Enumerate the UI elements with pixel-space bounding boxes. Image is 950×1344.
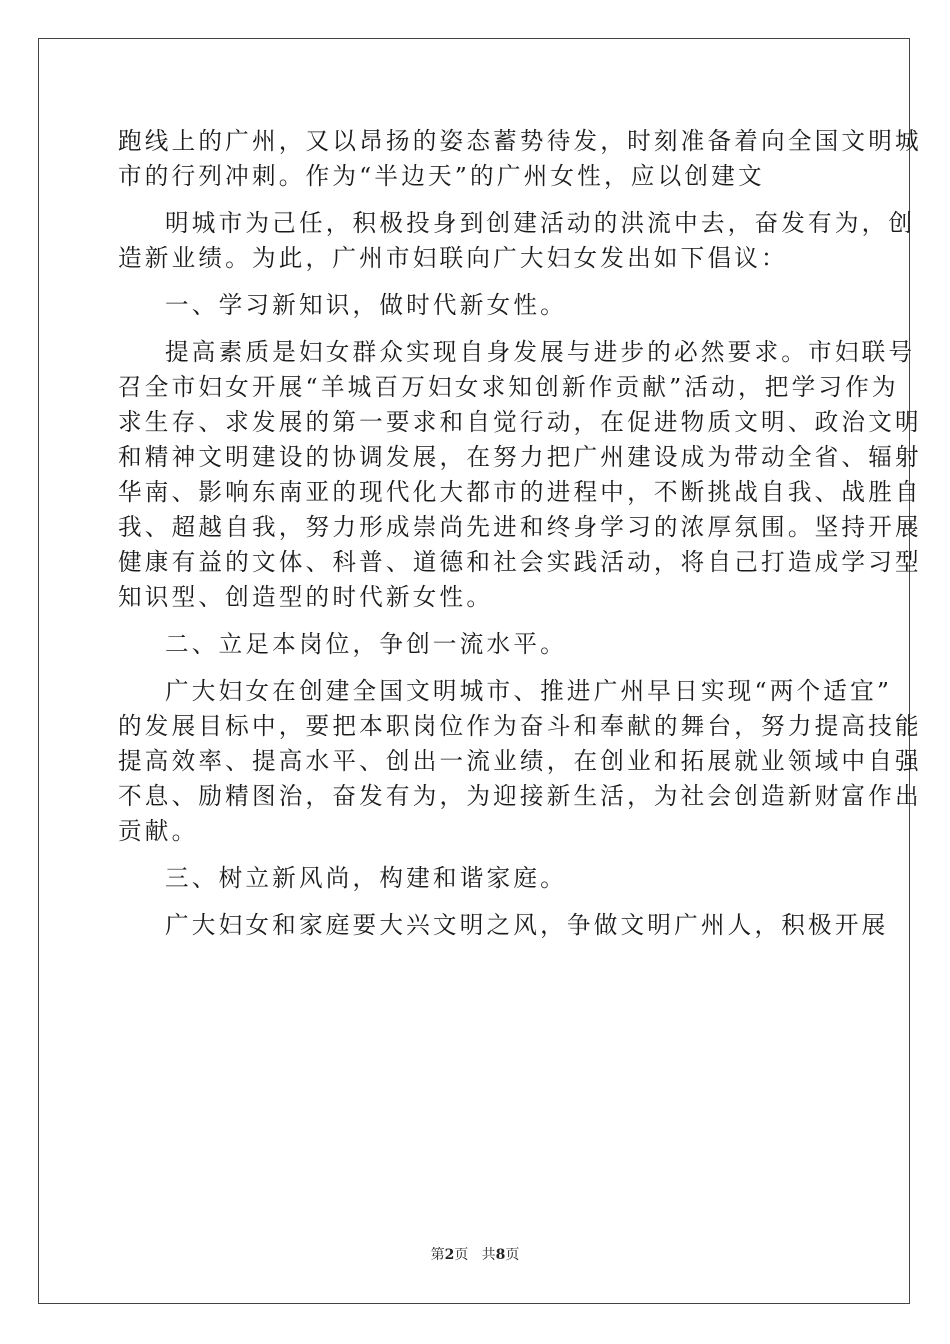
text-line: 一、学习新知识，做时代新女性。 [165, 291, 567, 319]
text-line: 广大妇女和家庭要大兴文明之风，争做文明广州人，积极开展 [165, 911, 889, 939]
footer-prefix: 第 [430, 1247, 445, 1263]
footer-page-number: 2 [444, 1247, 455, 1263]
text-line: 明城市为己任，积极投身到创建活动的洪流中去，奋发有为，创 [165, 209, 916, 237]
text-line: 跑线上的广州，又以昂扬的姿态蓄势待发，时刻准备着向全国文明城 [118, 127, 922, 155]
text-line: 的发展目标中，要把本职岗位作为奋斗和奉献的舞台，努力提高技能 [118, 712, 922, 740]
footer-page-suffix: 页 [454, 1247, 469, 1263]
text-line: 知识型、创造型的时代新女性。 [118, 583, 494, 611]
text-line: 市的行列冲刺。作为“半边天”的广州女性，应以创建文 [118, 162, 765, 190]
text-line: 造新业绩。为此，广州市妇联向广大妇女发出如下倡议： [118, 244, 788, 272]
paragraph [118, 908, 889, 943]
text-line: 三、树立新风尚，构建和谐家庭。 [165, 864, 567, 892]
text-line: 求生存、求发展的第一要求和自觉行动，在促进物质文明、政治文明 [118, 408, 922, 436]
text-line: 不息、励精图治，奋发有为，为迎接新生活，为社会创造新财富作出 [118, 782, 922, 810]
footer-total-suffix: 页 [505, 1247, 520, 1263]
paragraph [118, 124, 922, 194]
text-line: 提高效率、提高水平、创出一流业绩，在创业和拓展就业领域中自强 [118, 747, 922, 775]
text-line: 我、超越自我，努力形成崇尚先进和终身学习的浓厚氛围。坚持开展 [118, 513, 922, 541]
document-body [118, 124, 922, 943]
text-line: 健康有益的文体、科普、道德和社会实践活动，将自己打造成学习型 [118, 548, 922, 576]
paragraph [118, 206, 916, 276]
footer-total-prefix: 共 [481, 1247, 496, 1263]
section-heading [118, 627, 834, 662]
text-line: 广大妇女在创建全国文明城市、推进广州早日实现“两个适宜” [165, 677, 893, 705]
paragraph [118, 674, 922, 849]
text-line: 提高素质是妇女群众实现自身发展与进步的必然要求。市妇联号 [165, 338, 916, 366]
paragraph [118, 335, 922, 615]
text-line: 华南、影响东南亚的现代化大都市的进程中，不断挑战自我、战胜自 [118, 478, 922, 506]
text-line: 和精神文明建设的协调发展，在努力把广州建设成为带动全省、辐射 [118, 443, 922, 471]
footer-total-pages: 8 [495, 1247, 506, 1263]
section-heading [118, 861, 834, 896]
section-heading [118, 288, 834, 323]
text-line: 贡献。 [118, 817, 199, 845]
text-line: 召全市妇女开展“羊城百万妇女求知创新作贡献”活动，把学习作为 [118, 373, 899, 401]
page-footer [0, 1246, 950, 1264]
text-line: 二、立足本岗位，争创一流水平。 [165, 630, 567, 658]
